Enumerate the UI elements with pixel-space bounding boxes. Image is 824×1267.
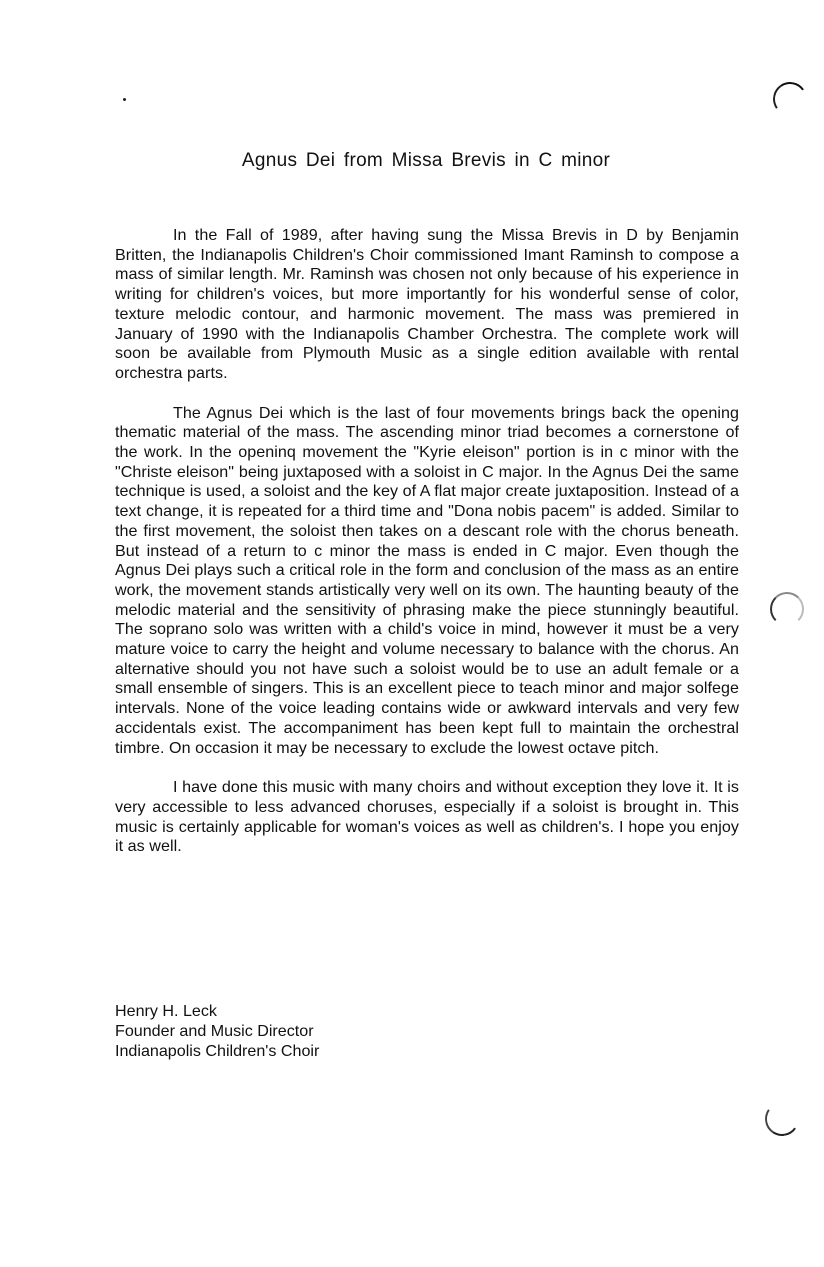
signature-organization: Indianapolis Children's Choir — [115, 1042, 320, 1060]
paragraph-analysis: The Agnus Dei which is the last of four movements brings back the opening thematic material of the mass. The ascending minor triad becomes a cornerstone of the work. In the openinq movement the "Kyrie eleison" portion is in c minor with the "Christe eleison" being juxtaposed with a soloist in C major. In the Agnus Dei the same technique is used, a soloist and the key of A flat major create juxtaposition. Instead of a text change, it is repeated for a third time and "Dona nobis pacem" is added. Similar to the first movement, the soloist then takes on a descant role with the chorus beneath. But instead of a return to c minor the mass is ended in C major. Even though the Agnus Dei plays such a critical role in the form and conclusion of the mass as an entire work, the movement stands artistically very well on its own. The haunting beauty of the melodic material and the sensitivity of phrasing make the piece stunningly beautiful. The soprano solo was written with a child's voice in mind, however it must be a very mature voice to carry the height and volume necessary to balance with the chorus. An alternative should you not have such a soloist would be to use an adult female or a small ensemble of singers. This is an excellent piece to teach minor and major solfege intervals. None of the voice leading contains wide or awkward intervals and very few accidentals exist. The accompaniment has been kept full to maintain the orchestral timbre. On occasion it may be necessary to exclude the lowest octave pitch. — [115, 403, 739, 757]
punch-hole-bottom-icon — [762, 1099, 801, 1138]
punch-hole-middle-icon — [770, 592, 804, 626]
signature-name: Henry H. Leck — [115, 1002, 217, 1020]
paragraph-intro: In the Fall of 1989, after having sung the Missa Brevis in D by Benjamin Britten, the Indianapolis Children's Choir commissioned Imant Raminsh to compose a mass of similar length. Mr. Raminsh was chosen not only because of his experience in writing for children's voices, but more importantly for his wonderful sense of color, texture melodic contour, and harmonic movement. The mass was premiered in January of 1990 with the Indianapolis Chamber Orchestra. The complete work will soon be available from Plymouth Music as a single edition available with rental orchestra parts. — [115, 226, 739, 382]
document-body — [115, 226, 739, 877]
document-title: Agnus Dei from Missa Brevis in C minor — [241, 150, 611, 171]
paragraph-closing: I have done this music with many choirs and without exception they love it. It is very accessible to less advanced choruses, especially if a soloist is brought in. This music is certainly applicable for woman's voices as well as children's. I hope you enjoy it as well. — [115, 778, 739, 856]
signature-role: Founder and Music Director — [115, 1022, 314, 1040]
signature-block — [115, 1001, 319, 1061]
scan-speck — [123, 98, 126, 101]
punch-hole-top-icon — [770, 79, 809, 118]
